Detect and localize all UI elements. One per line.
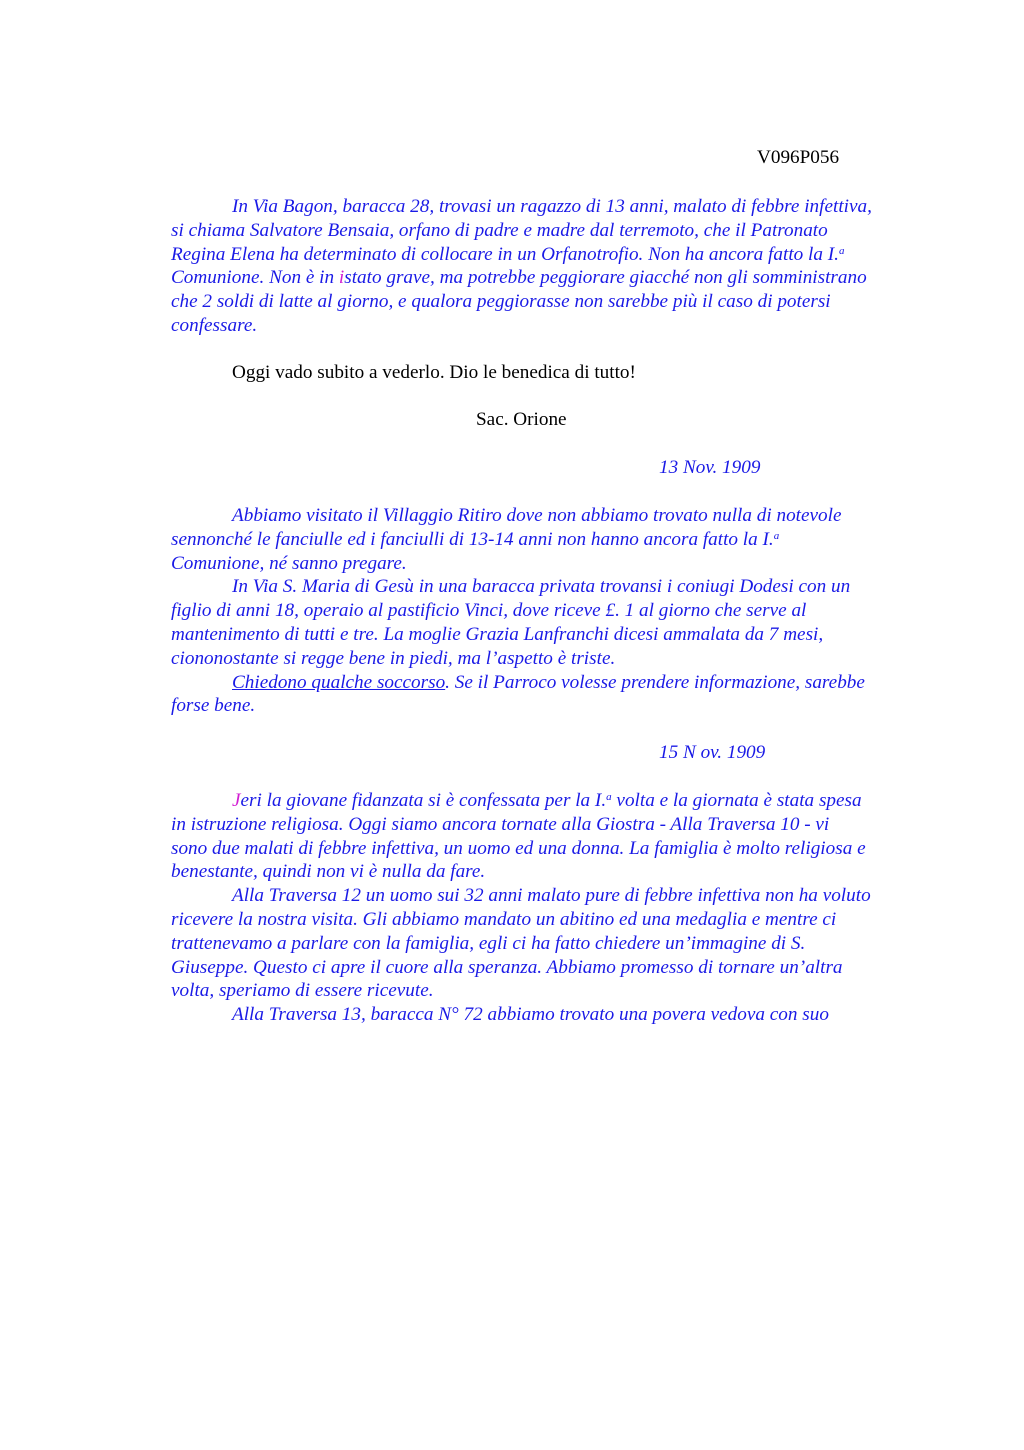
text-line: Comunione, né sanno pregare. [171, 552, 407, 574]
correction-mark: J [232, 790, 241, 811]
signature: Sac. Orione [476, 409, 567, 430]
text-line: Comunione. Non è in istato grave, ma potrebbe peggiorare giacché non gli somministrano [171, 267, 867, 289]
text-line: Chiedono qualche soccorso. Se il Parroco volesse prendere informazione, sarebbe [232, 671, 865, 693]
text-line: ricevere la nostra visita. Gli abbiamo mandato un abitino ed una medaglia e mentre ci [171, 908, 837, 930]
text-line: Alla Traversa 12 un uomo sui 32 anni malato pure di febbre infettiva non ha voluto [232, 885, 871, 907]
text-line: si chiama Salvatore Bensaia, orfano di padre e madre dal terremoto, che il Patronato [171, 219, 828, 241]
text-line: sennonché le fanciulle ed i fanciulli di 13-14 anni non hanno ancora fatto la I.$^a$ [171, 528, 780, 550]
text-line: confessare. [171, 314, 258, 336]
text-line: Regina Elena ha determinato di collocare in un Orfanotrofio. Non ha ancora fatto la I.$^a$ [171, 243, 845, 265]
reply-text: Oggi vado subito a vederlo. Dio le benedica di tutto! [232, 362, 636, 383]
text-line: benestante, quindi non vi è nulla da fare. [171, 861, 486, 883]
page-id: V096P056 [757, 147, 840, 168]
reply-paragraph [171, 361, 928, 385]
text-line: In Via Bagon, baracca 28, trovasi un ragazzo di 13 anni, malato di febbre infettiva, [232, 196, 872, 217]
text-line: Jeri la giovane fidanzata si è confessata per la I.$^a$ volta e la giornata è stata spesa [232, 790, 862, 811]
text-line: trattenevamo a parlare con la famiglia, egli ci ha fatto chiedere un’immagine di S. [171, 932, 806, 954]
text-line: In Via S. Maria di Gesù in una baracca privata trovansi i coniugi Dodesi con un [232, 576, 851, 598]
text-line: sono due malati di febbre infettiva, un uomo ed una donna. La famiglia è molto religiosa e [171, 837, 866, 859]
text-line: forse bene. [171, 695, 256, 717]
text-line: Alla Traversa 13, baracca N° 72 abbiamo trovato una povera vedova con suo [232, 1004, 829, 1026]
text-line: ciononostante si regge bene in piedi, ma l’aspetto è triste. [171, 647, 616, 669]
date-heading-2: 15 N ov. 1909 [659, 742, 766, 763]
superscript-a: a [773, 529, 780, 542]
text-line: Abbiamo visitato il Villaggio Ritiro dove non abbiamo trovato nulla di notevole [232, 505, 842, 526]
text-line: volta, speriamo di essere ricevute. [171, 980, 434, 1002]
superscript-a: a [838, 244, 845, 257]
underlined-request: Chiedono qualche soccorso [232, 671, 446, 693]
correction-mark: i [338, 267, 345, 289]
text-line: mantenimento di tutti e tre. La moglie Grazia Lanfranchi dicesi ammalata da 7 mesi, [171, 623, 824, 645]
report-paragraph-3 [171, 789, 928, 1027]
superscript-a: a [606, 791, 612, 803]
text-line: figlio di anni 18, operaio al pastificio Vinci, dove riceve £. 1 al giorno che serve al [171, 600, 807, 622]
report-paragraph-1 [171, 195, 928, 338]
date-heading-1: 13 Nov. 1909 [659, 457, 761, 478]
report-paragraph-2 [171, 504, 928, 718]
text-line: Giuseppe. Questo ci apre il cuore alla speranza. Abbiamo promesso di tornare un’altra [171, 956, 843, 978]
text-line: che 2 soldi di latte al giorno, e qualora peggiorasse non sarebbe più il caso di potersi [171, 291, 831, 313]
text-line: in istruzione religiosa. Oggi siamo ancora tornate alla Giostra - Alla Traversa 10 - vi [171, 813, 830, 835]
